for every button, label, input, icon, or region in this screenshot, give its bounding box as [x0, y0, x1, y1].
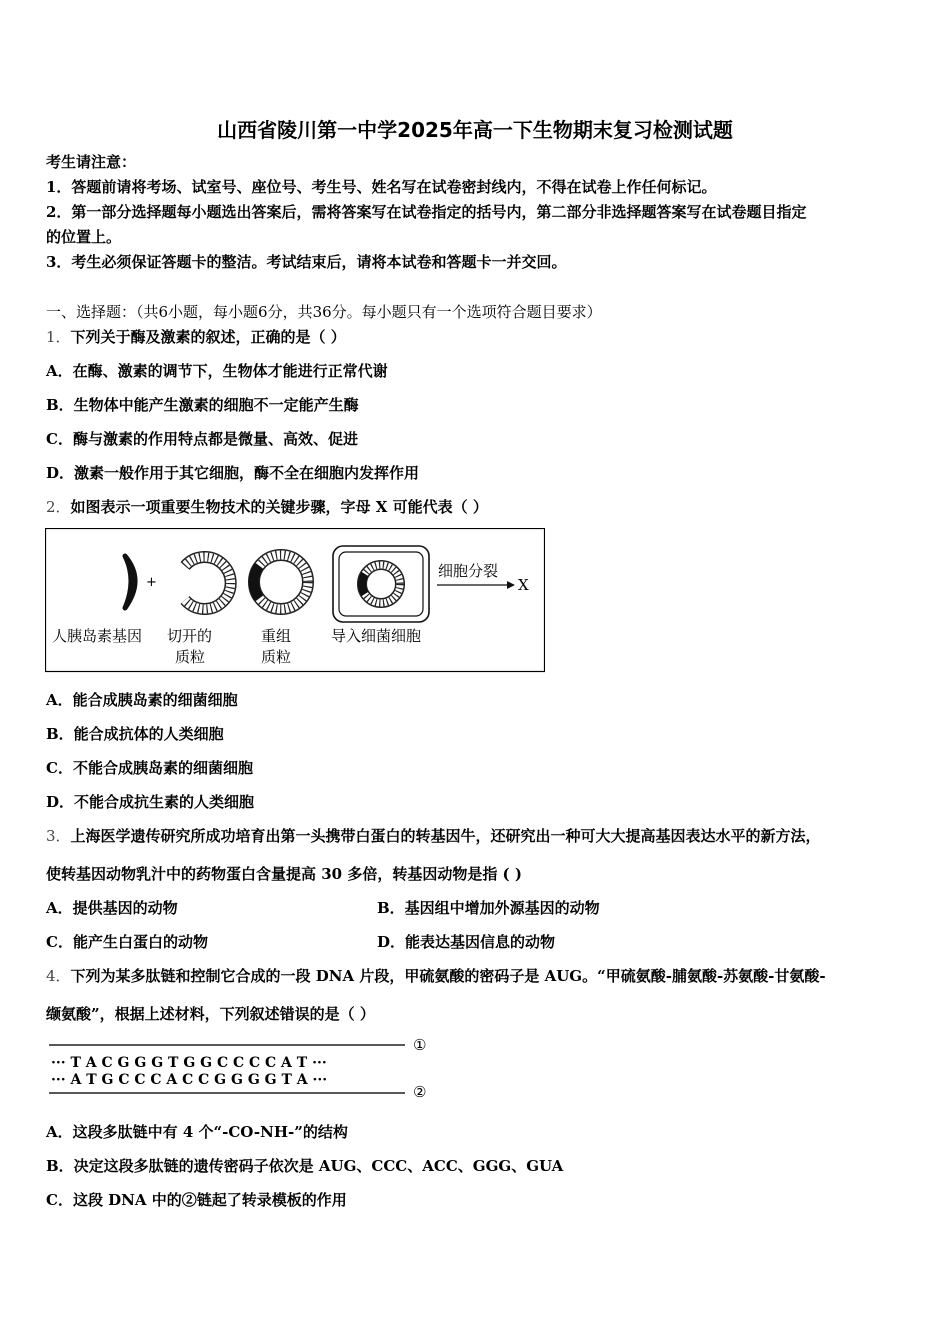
option-c: C．酶与激素的作用特点都是微量、高效、促进 — [46, 430, 358, 448]
option-d: D．能表达基因信息的动物 — [377, 933, 556, 951]
label-cut-plasmid: 切开的 — [167, 627, 213, 645]
option-a: A．能合成胰岛素的细菌细胞 — [46, 691, 238, 709]
question-number: 3． — [46, 827, 71, 845]
question-3-line2: 使转基因动物乳汁中的药物蛋白含量提高 30 多倍，转基因动物是指 ( ) — [46, 865, 522, 883]
label-recombinant: 重组 — [261, 627, 292, 645]
option-b: B．能合成抗体的人类细胞 — [46, 725, 224, 743]
question-stem: 下列为某多肽链和控制它合成的一段 DNA 片段，甲硫氨酸的密码子是 AUG。“甲硫氨酸-脯氨酸-苏氨酸-甘氨酸- — [70, 967, 826, 985]
option-d: D．激素一般作用于其它细胞，酶不全在细胞内发挥作用 — [46, 464, 420, 482]
option-b: B．基因组中增加外源基因的动物 — [377, 899, 600, 917]
dna-figure — [45, 1034, 440, 1102]
notice-heading: 考生请注意： — [46, 153, 137, 171]
strand-1-mark: ① — [413, 1036, 427, 1054]
plus-sign: + — [146, 575, 157, 590]
option-c: C．能产生白蛋白的动物 — [46, 933, 208, 951]
option-b: B．决定这段多肽链的遗传密码子依次是 AUG、CCC、ACC、GGG、GUA — [46, 1157, 564, 1175]
option-c: C．不能合成胰岛素的细菌细胞 — [46, 759, 253, 777]
notice-item: 2．第一部分选择题每小题选出答案后，需将答案写在试卷指定的括号内，第二部分非选择题答案写在试卷题目指定 — [46, 203, 807, 221]
result-x: X — [518, 576, 529, 594]
question-stem: 如图表示一项重要生物技术的关键步骤，字母 X 可能代表（ ） — [70, 498, 488, 516]
dna-strand-2: ··· A T G C C C A C C G G G G T A ··· — [51, 1072, 328, 1088]
label-bacteria: 导入细菌细胞 — [331, 627, 422, 645]
dna-strand-1: ··· T A C G G G T G G C C C C A T ··· — [51, 1055, 327, 1071]
option-b: B．生物体中能产生激素的细胞不一定能产生酶 — [46, 396, 359, 414]
arrow-label: 细胞分裂 — [438, 562, 499, 580]
option-a: A．提供基因的动物 — [46, 899, 178, 917]
question-stem: 下列关于酶及激素的叙述，正确的是（ ） — [70, 328, 346, 346]
option-a: A．在酶、激素的调节下，生物体才能进行正常代谢 — [46, 362, 388, 380]
label-insulin-gene: 人胰岛素基因 — [52, 627, 143, 645]
strand-2-mark: ② — [413, 1083, 427, 1101]
plasmid-figure — [45, 528, 545, 673]
question-stem: 上海医学遗传研究所成功培育出第一头携带白蛋白的转基因牛，还研究出一种可大大提高基因表达水平的新方法， — [70, 827, 821, 845]
option-a: A．这段多肽链中有 4 个“-CO-NH-”的结构 — [46, 1123, 348, 1141]
exam-title: 山西省陵川第一中学2025年高一下生物期末复习检测试题 — [217, 118, 733, 142]
question-3 — [46, 826, 821, 846]
question-number: 4． — [46, 967, 71, 985]
notice-item: 1．答题前请将考场、试室号、座位号、考生号、姓名写在试卷密封线内，不得在试卷上作任何标记。 — [46, 178, 717, 196]
option-d: D．不能合成抗生素的人类细胞 — [46, 793, 255, 811]
label-recombinant-2: 质粒 — [261, 648, 292, 666]
question-number: 1． — [46, 328, 71, 346]
question-4 — [46, 966, 826, 986]
question-1 — [46, 327, 346, 347]
label-cut-plasmid-2: 质粒 — [175, 648, 206, 666]
question-2 — [46, 497, 488, 517]
question-number: 2． — [46, 498, 71, 516]
question-4-line2: 缬氨酸”，根据上述材料，下列叙述错误的是（ ） — [46, 1005, 375, 1023]
section-heading: 一、选择题：（共6小题，每小题6分，共36分。每小题只有一个选项符合题目要求） — [46, 303, 602, 321]
option-c: C．这段 DNA 中的②链起了转录模板的作用 — [46, 1191, 347, 1209]
notice-item: 的位置上。 — [46, 228, 122, 246]
notice-item: 3．考生必须保证答题卡的整洁。考试结束后，请将本试卷和答题卡一并交回。 — [46, 253, 567, 271]
